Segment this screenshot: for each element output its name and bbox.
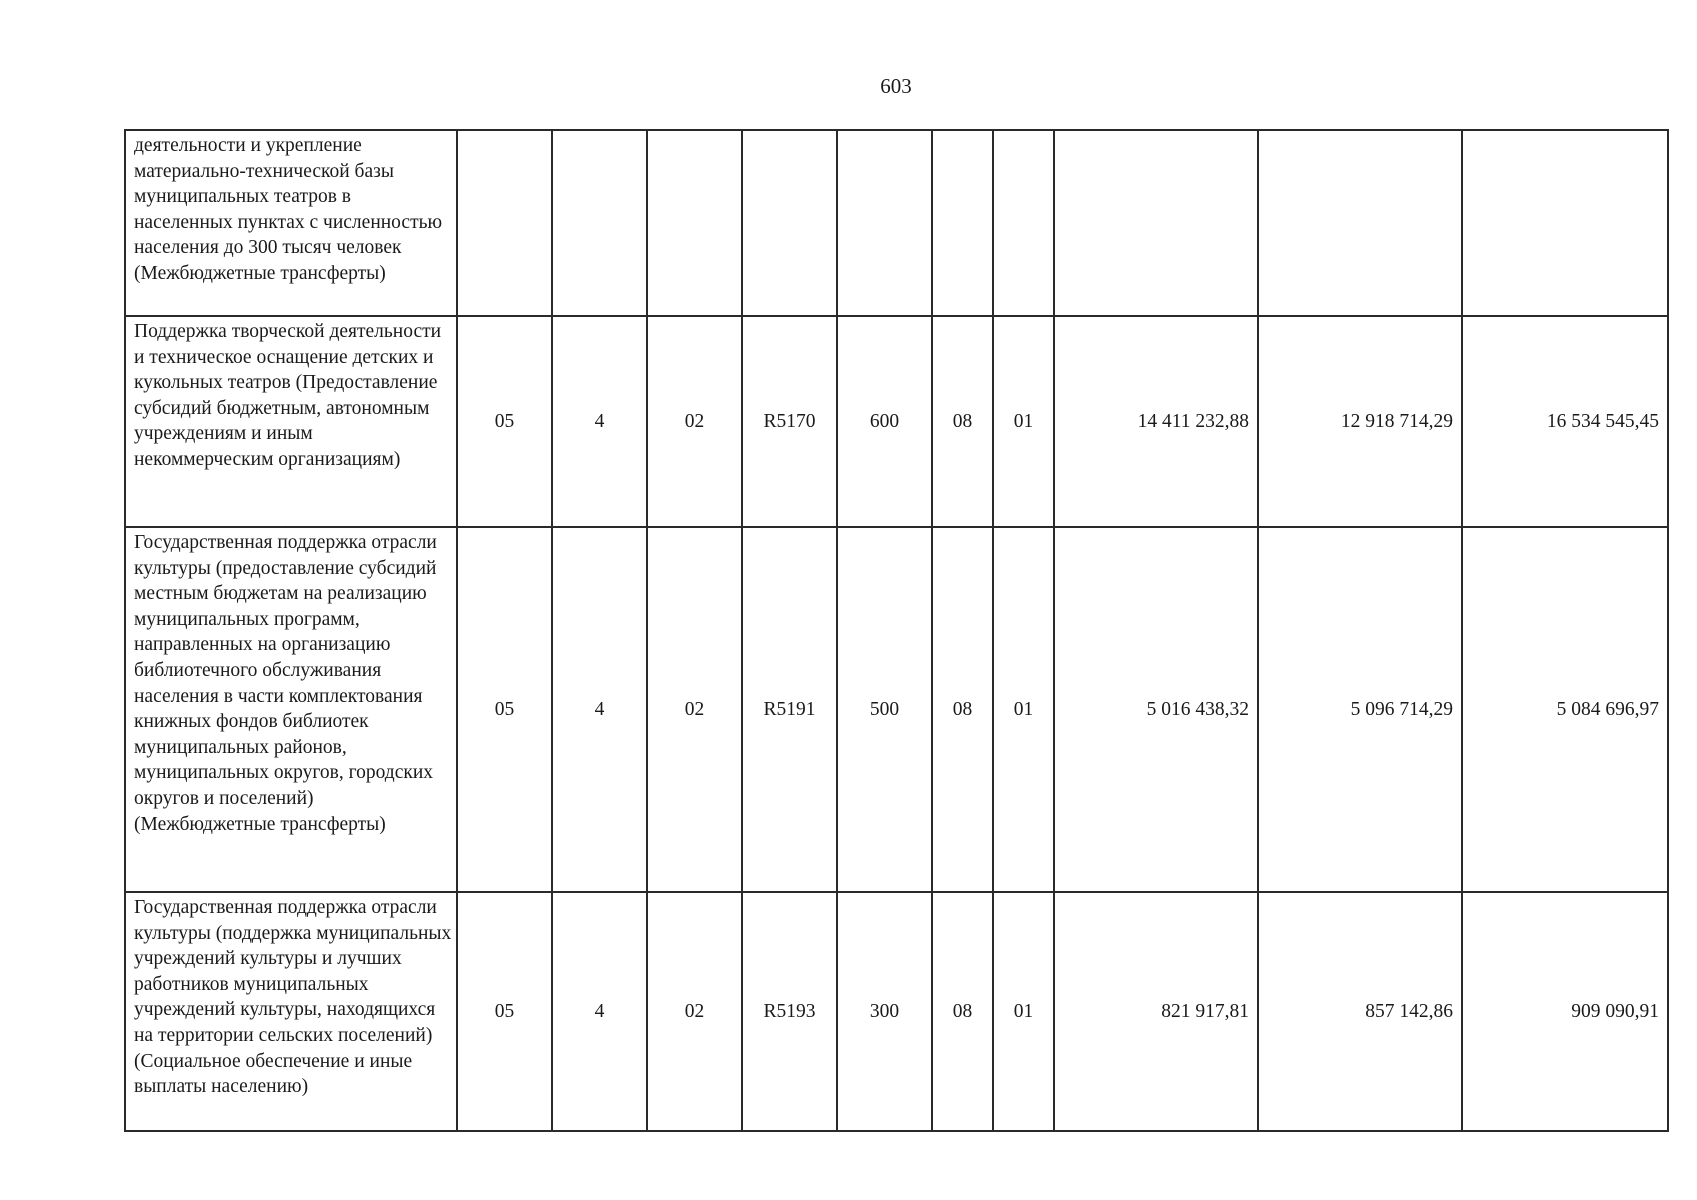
subsection-code: 01 xyxy=(993,892,1054,1131)
subsection-code: 01 xyxy=(993,316,1054,527)
section-code: 08 xyxy=(932,527,993,892)
table-row xyxy=(125,130,1668,316)
page-number: 603 xyxy=(880,74,912,98)
table-row xyxy=(125,316,1668,527)
section-code: 08 xyxy=(932,892,993,1131)
direction-code: R5170 xyxy=(742,316,837,527)
amount-year-1 xyxy=(1054,130,1258,316)
activity-code: 02 xyxy=(647,527,742,892)
activity-code: 02 xyxy=(647,892,742,1131)
direction-code xyxy=(742,130,837,316)
direction-code: R5191 xyxy=(742,527,837,892)
expense-type-code xyxy=(837,130,932,316)
amount-year-1: 5 016 438,32 xyxy=(1054,527,1258,892)
program-code: 05 xyxy=(457,892,552,1131)
amount-year-1: 14 411 232,88 xyxy=(1054,316,1258,527)
activity-code xyxy=(647,130,742,316)
subprogram-code: 4 xyxy=(552,892,647,1131)
row-description: Поддержка творческой деятельности и техническое оснащение детских и кукольных театров (Предоставление субсидий бюджетным, автономным учреждениям и иным некоммерческим организациям) xyxy=(125,316,457,527)
direction-code: R5193 xyxy=(742,892,837,1131)
amount-year-2: 12 918 714,29 xyxy=(1258,316,1462,527)
table-row xyxy=(125,892,1668,1131)
program-code xyxy=(457,130,552,316)
program-code: 05 xyxy=(457,316,552,527)
subprogram-code xyxy=(552,130,647,316)
section-code: 08 xyxy=(932,316,993,527)
subprogram-code: 4 xyxy=(552,527,647,892)
amount-year-2: 5 096 714,29 xyxy=(1258,527,1462,892)
amount-year-2: 857 142,86 xyxy=(1258,892,1462,1131)
amount-year-3: 5 084 696,97 xyxy=(1462,527,1668,892)
expense-type-code: 500 xyxy=(837,527,932,892)
activity-code: 02 xyxy=(647,316,742,527)
row-description: деятельности и укрепление материально-технической базы муниципальных театров в населенных пунктах с численностью населения до 300 тысяч человек (Межбюджетные трансферты) xyxy=(125,130,457,316)
amount-year-3: 16 534 545,45 xyxy=(1462,316,1668,527)
row-description: Государственная поддержка отрасли культуры (поддержка муниципальных учреждений культуры и лучших работников муниципальных учреждений культуры, находящихся на территории сельских поселений) (Социальное обеспечение и иные выплаты населению) xyxy=(125,892,457,1131)
subsection-code: 01 xyxy=(993,527,1054,892)
expense-type-code: 600 xyxy=(837,316,932,527)
expense-type-code: 300 xyxy=(837,892,932,1131)
amount-year-1: 821 917,81 xyxy=(1054,892,1258,1131)
section-code xyxy=(932,130,993,316)
subsection-code xyxy=(993,130,1054,316)
subprogram-code: 4 xyxy=(552,316,647,527)
budget-table xyxy=(124,129,1669,1132)
row-description: Государственная поддержка отрасли культуры (предоставление субсидий местным бюджетам на реализацию муниципальных программ, направленных на организацию библиотечного обслуживания населения в части комплектования книжных фондов библиотек муниципальных районов, муниципальных округов, городских округов и поселений) (Межбюджетные трансферты) xyxy=(125,527,457,892)
amount-year-2 xyxy=(1258,130,1462,316)
amount-year-3 xyxy=(1462,130,1668,316)
table-row xyxy=(125,527,1668,892)
amount-year-3: 909 090,91 xyxy=(1462,892,1668,1131)
program-code: 05 xyxy=(457,527,552,892)
